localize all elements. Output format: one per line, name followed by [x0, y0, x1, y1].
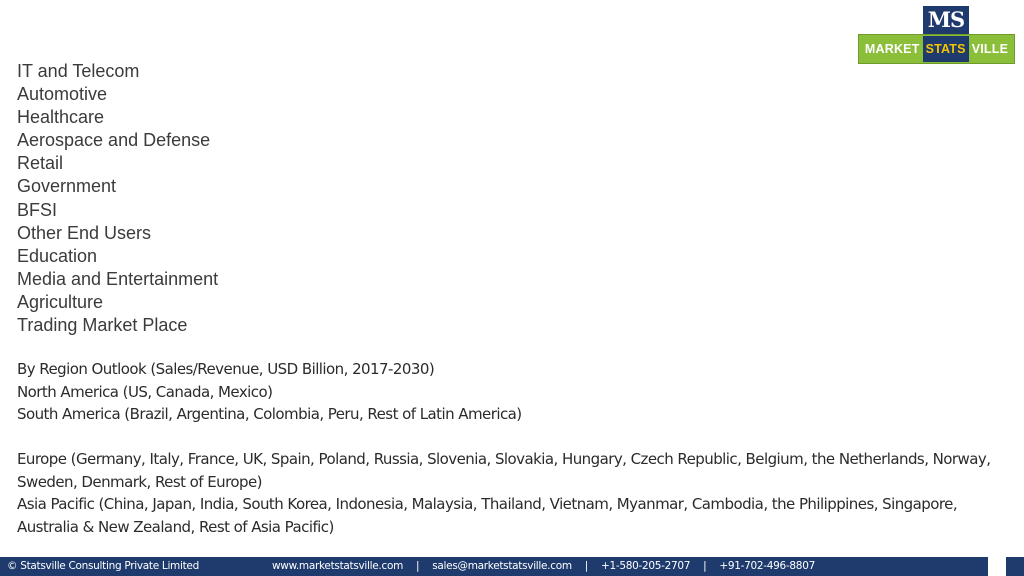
list-item: Retail	[17, 153, 64, 174]
logo-word-ville: VILLE	[971, 42, 1009, 56]
footer-email-link[interactable]: sales@marketstatsville.com	[432, 560, 572, 572]
footer-separator: |	[703, 560, 707, 572]
footer-contact	[272, 557, 815, 576]
list-item: Government	[17, 176, 117, 197]
logo-word-market: MARKET	[864, 42, 920, 56]
list-item: Aerospace and Defense	[17, 130, 211, 151]
logo-word-stats: STATS	[923, 36, 969, 62]
list-item: Automotive	[17, 84, 108, 105]
footer-copyright: © Statsville Consulting Private Limited	[7, 560, 199, 572]
list-item: Trading Market Place	[17, 315, 188, 336]
list-item: BFSI	[17, 199, 58, 220]
region-heading: By Region Outlook (Sales/Revenue, USD Billion, 2017-2030)	[17, 360, 435, 378]
region-north-america: North America (US, Canada, Mexico)	[17, 382, 273, 401]
footer-phone-us: +1-580-205-2707	[601, 560, 691, 572]
list-item: Agriculture	[17, 291, 104, 312]
logo-wordmark	[858, 34, 1015, 64]
footer-bar	[0, 557, 1024, 576]
footer-website-link[interactable]: www.marketstatsville.com	[272, 560, 403, 572]
logo-mark: MS	[923, 6, 969, 61]
end-user-segment-list	[17, 60, 218, 337]
region-outlook-section	[17, 358, 1017, 538]
list-item: Education	[17, 245, 98, 266]
region-europe: Europe (Germany, Italy, France, UK, Spain, Poland, Russia, Slovenia, Slovakia, Hungary, Czech Republic, Belgium, the Netherlands, Norway, Sweden, Denmark, Rest of Europe)	[17, 450, 991, 491]
footer-separator: |	[584, 560, 589, 572]
company-logo	[858, 6, 1015, 62]
footer-decorative-square	[988, 557, 1006, 576]
list-item: Media and Entertainment	[17, 268, 219, 289]
list-item: IT and Telecom	[17, 61, 140, 81]
list-item: Healthcare	[17, 107, 105, 128]
region-south-america: South America (Brazil, Argentina, Colombia, Peru, Rest of Latin America)	[17, 405, 522, 423]
spacer	[17, 426, 1017, 449]
footer-phone-in: +91-702-496-8807	[719, 560, 815, 572]
footer-separator: |	[416, 560, 420, 572]
region-asia-pacific: Asia Pacific (China, Japan, India, South Korea, Indonesia, Malaysia, Thailand, Vietnam, Myanmar, Cambodia, the Philippines, Singapore, Australia & New Zealand, Rest of Asia Pacific)	[17, 495, 958, 536]
list-item: Other End Users	[17, 222, 152, 243]
